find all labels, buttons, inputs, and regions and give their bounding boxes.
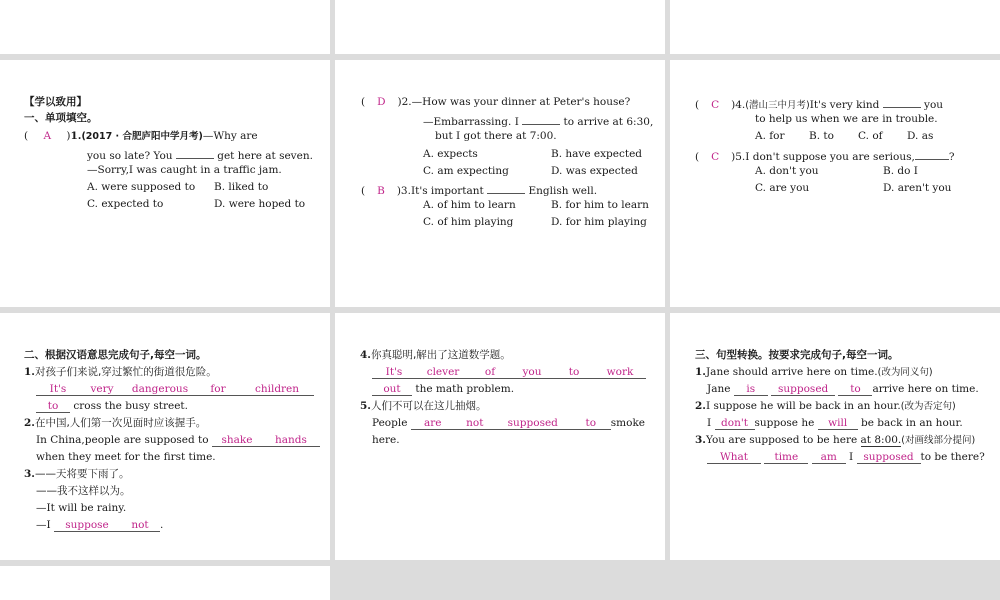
answer-blank: not: [455, 417, 495, 430]
blank: [522, 113, 560, 125]
question-3-answer-line: —I suppose not .: [36, 519, 164, 531]
option-c: C. expected to: [87, 198, 164, 210]
option-d: D. aren't you: [883, 182, 952, 194]
answer-blank: shake: [212, 434, 262, 447]
panel-top-middle: [335, 0, 665, 54]
option-a: A. expects: [423, 148, 478, 160]
answer-blank: for: [196, 383, 240, 396]
answer-blank: It's: [36, 383, 80, 396]
question-1-answer-line: [36, 383, 314, 396]
answer-blank: supposed: [771, 383, 835, 396]
question-2-chinese: 2.在中国,人们第一次见面时应该握手。: [24, 417, 207, 429]
answer-blank: supposed: [495, 417, 571, 430]
section-title: 二、根据汉语意思完成句子,每空一词。: [24, 349, 207, 361]
answer-blank: of: [470, 366, 510, 379]
panel-top-right: [670, 0, 1000, 54]
option-d: D. as: [907, 130, 934, 142]
question-2-answer-line: I don't suppose he will be back in an hour.: [707, 417, 963, 429]
answer-blank: you: [510, 366, 554, 379]
question-source: (2017 · 合肥庐阳中学月考): [81, 131, 203, 142]
question-1-line-3: —Sorry,I was caught in a traffic jam.: [87, 164, 282, 176]
section-heading: 【学以致用】: [24, 96, 87, 108]
answer-blank: hands: [262, 434, 320, 447]
question-4-line-1: ( C )4.(潜山三中月考)It's very kind you: [695, 96, 943, 112]
answer-blank: children: [240, 383, 314, 396]
question-3-english-1: —It will be rainy.: [36, 502, 127, 514]
option-c: C. of him playing: [423, 216, 514, 228]
blank: [487, 182, 525, 194]
blank: [176, 147, 214, 159]
option-d: D. for him playing: [551, 216, 647, 228]
panel-top-left: [0, 0, 330, 54]
question-4-chinese: 4.你真聪明,解出了这道数学题。: [360, 349, 511, 361]
panel-bottom-left: [0, 566, 330, 600]
answer-blank: It's: [372, 366, 416, 379]
question-2-answer-line: In China,people are supposed to shake hands: [36, 434, 320, 447]
answer-blank: to: [838, 383, 872, 396]
answer-q2: D: [377, 96, 386, 108]
option-a: A. were supposed to: [87, 181, 196, 193]
option-a: A. for: [755, 130, 785, 142]
panel-translation-1: [0, 313, 330, 560]
answer-q5: C: [711, 151, 720, 163]
answer-blank: am: [812, 451, 846, 464]
option-c: C. of: [858, 130, 883, 142]
answer-blank: not: [120, 519, 160, 532]
panel-single-choice-2: [335, 60, 665, 307]
answer-q1: A: [43, 130, 52, 142]
question-4-answer-line-2: out the math problem.: [372, 383, 514, 396]
option-b: B. have expected: [551, 148, 643, 160]
question-5-line-2: here.: [372, 434, 400, 446]
blank: [883, 96, 921, 108]
question-2-line-2: —Embarrassing. I to arrive at 6:30,: [423, 113, 653, 129]
answer-q3: B: [377, 185, 385, 197]
answer-blank: don't: [715, 417, 755, 430]
answer-blank: suppose: [54, 519, 120, 532]
answer-blank: time: [764, 451, 808, 464]
option-b: B. liked to: [214, 181, 269, 193]
blank: [915, 148, 949, 160]
question-4-line-2: to help us when we are in trouble.: [755, 113, 938, 125]
option-c: C. am expecting: [423, 165, 509, 177]
option-b: B. do I: [883, 165, 918, 177]
answer-blank: out: [372, 383, 412, 396]
option-d: D. were hoped to: [214, 198, 306, 210]
option-a: A. of him to learn: [423, 199, 516, 211]
question-2-line-1: ( D )2.—How was your dinner at Peter's house?: [361, 96, 631, 108]
underlined-part: at 8:00.: [860, 434, 902, 446]
question-4-answer-line: [372, 366, 646, 379]
answer-blank: dangerous: [124, 383, 196, 396]
question-3-line-1: 3.You are supposed to be here at 8:00.(对画线部分提问): [695, 434, 976, 446]
answer-blank: clever: [416, 366, 470, 379]
question-5-line-1: ( C )5.I don't suppose you are serious, ?: [695, 148, 955, 164]
section-title: 三、句型转换。按要求完成句子,每空一词。: [695, 349, 899, 361]
option-a: A. don't you: [755, 165, 819, 177]
option-c: C. are you: [755, 182, 810, 194]
answer-blank: to: [571, 417, 611, 430]
answer-blank: What: [707, 451, 761, 464]
question-2-line-3: but I got there at 7:00.: [435, 130, 557, 142]
question-1-line-2: you so late? You get here at seven.: [87, 147, 313, 163]
question-1-line-1: 1.Jane should arrive here on time.(改为同义句): [695, 366, 933, 378]
panel-sentence-transformation: [670, 313, 1000, 560]
answer-blank: are: [411, 417, 455, 430]
question-3-chinese-2: ——我不这样以为。: [36, 485, 131, 497]
question-source: (潜山三中月考): [745, 100, 810, 111]
answer-blank: very: [80, 383, 124, 396]
question-3-chinese-1: 3.——天将要下雨了。: [24, 468, 130, 480]
panel-single-choice-1: [0, 60, 330, 307]
answer-blank: to: [554, 366, 594, 379]
question-3-line-1: ( B )3.It's important English well.: [361, 182, 597, 198]
answer-blank: is: [734, 383, 768, 396]
question-1-line-1: ( A )1.(2017 · 合肥庐阳中学月考)—Why are: [24, 130, 258, 142]
answer-blank: to: [36, 400, 70, 413]
panel-single-choice-3: [670, 60, 1000, 307]
question-1-answer-line-2: to cross the busy street.: [36, 400, 188, 413]
option-d: D. was expected: [551, 165, 638, 177]
question-1-answer-line: Jane is supposed to arrive here on time.: [707, 383, 979, 395]
question-3-answer-line: What time am I supposed to be there?: [707, 451, 985, 464]
answer-blank: supposed: [857, 451, 921, 464]
option-b: B. to: [809, 130, 834, 142]
answer-q4: C: [711, 99, 720, 111]
question-5-answer-line: People are not supposed to smoke: [372, 417, 646, 429]
option-b: B. for him to learn: [551, 199, 649, 211]
question-1-chinese: 1.对孩子们来说,穿过繁忙的街道很危险。: [24, 366, 217, 378]
question-2-line-2: when they meet for the first time.: [36, 451, 216, 463]
question-2-line-1: 2.I suppose he will be back in an hour.(改为否定句): [695, 400, 956, 412]
answer-blank: will: [818, 417, 858, 430]
panel-translation-2: [335, 313, 665, 560]
answer-blank: work: [594, 366, 646, 379]
section-title: 一、单项填空。: [24, 112, 98, 124]
question-5-chinese: 5.人们不可以在这儿抽烟。: [360, 400, 487, 412]
